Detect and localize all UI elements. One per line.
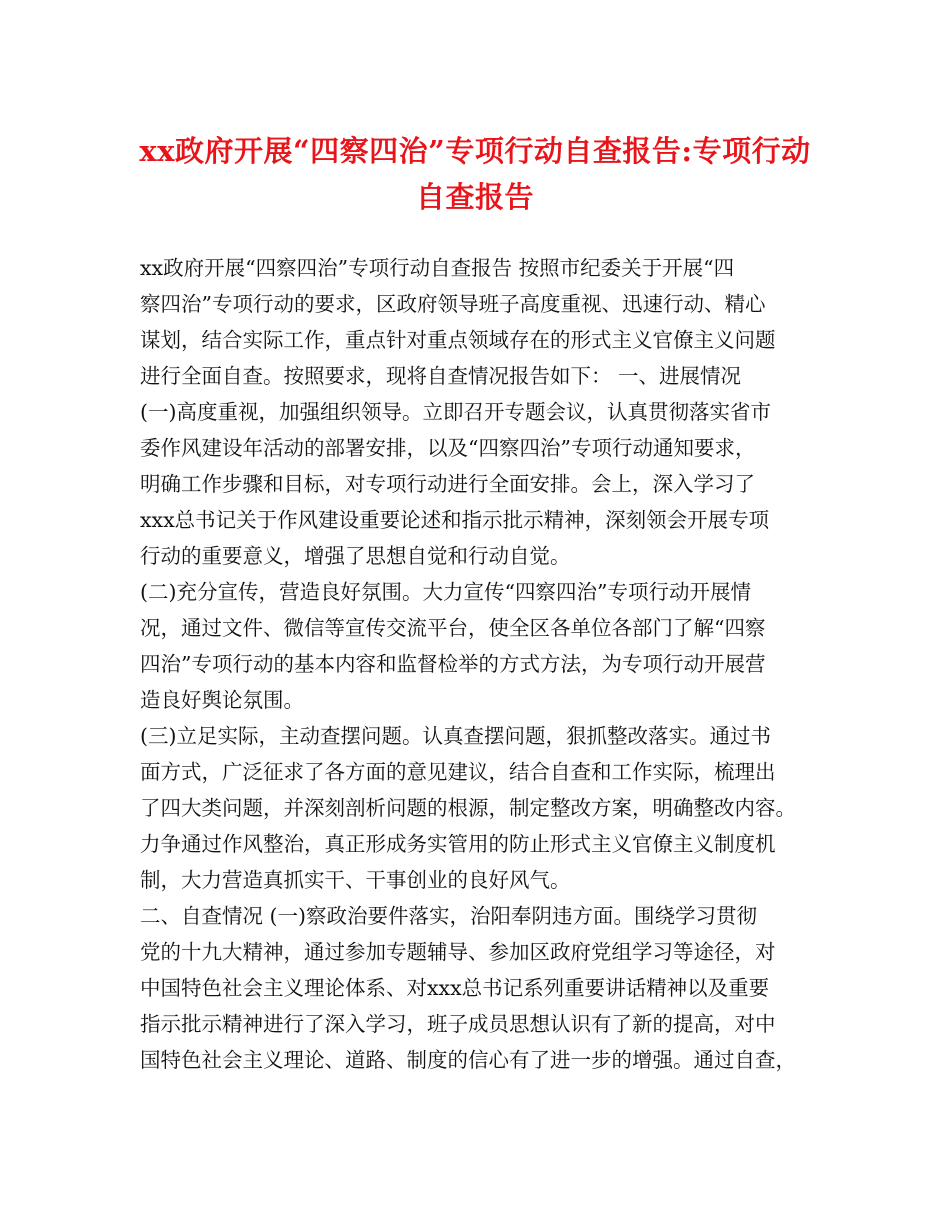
body-line: (一)高度重视，加强组织领导。立即召开专题会议，认真贯彻落实省市	[140, 400, 771, 424]
body-line: 谋划，结合实际工作，重点针对重点领域存在的形式主义官僚主义问题	[140, 328, 776, 352]
body-line: 了四大类问题，并深刻剖析问题的根源，制定整改方案，明确整改内容。	[140, 796, 796, 820]
body-line: 况，通过文件、微信等宣传交流平台，使全区各单位各部门了解“四察	[140, 616, 766, 640]
body-line: 二、自查情况 (一)察政治要件落实，治阳奉阴违方面。围绕学习贯彻	[140, 904, 758, 928]
body-line: (三)立足实际，主动查摆问题。认真查摆问题，狠抓整改落实。通过书	[140, 724, 771, 748]
body-line: 四治”专项行动的基本内容和监督检举的方式方法，为专项行动开展营	[140, 652, 766, 676]
body-line: 行动的重要意义，增强了思想自觉和行动自觉。	[140, 544, 571, 568]
body-line: 面方式，广泛征求了各方面的意见建议，结合自查和工作实际，梳理出	[140, 760, 776, 784]
body-line: xxx总书记关于作风建设重要论述和指示批示精神，深刻领会开展专项	[140, 508, 770, 532]
document-title	[120, 128, 830, 220]
body-line: 制，大力营造真抓实干、干事创业的良好风气。	[140, 868, 571, 892]
body-line: 察四治”专项行动的要求，区政府领导班子高度重视、迅速行动、精心	[140, 292, 766, 316]
body-line: 中国特色社会主义理论体系、对xxx总书记系列重要讲话精神以及重要	[140, 976, 770, 1000]
body-line: 力争通过作风整治，真正形成务实管用的防止形式主义官僚主义制度机	[140, 832, 776, 856]
body-line: 明确工作步骤和目标，对专项行动进行全面安排。会上，深入学习了	[140, 472, 755, 496]
title-line: xx政府开展“四察四治”专项行动自查报告:专项行动	[139, 134, 811, 168]
body-line: 进行全面自查。按照要求，现将自查情况报告如下： 一、进展情况	[140, 364, 742, 388]
body-line: 国特色社会主义理论、道路、制度的信心有了进一步的增强。通过自查，	[140, 1048, 796, 1072]
body-line: xx政府开展“四察四治”专项行动自查报告 按照市纪委关于开展“四	[140, 256, 735, 280]
body-line: 指示批示精神进行了深入学习，班子成员思想认识有了新的提高，对中	[140, 1012, 776, 1036]
body-line: 造良好舆论氛围。	[140, 688, 304, 712]
body-line: 党的十九大精神，通过参加专题辅导、参加区政府党组学习等途径，对	[140, 940, 776, 964]
document-body	[140, 250, 830, 1078]
title-line: 自查报告	[415, 180, 534, 214]
body-line: (二)充分宣传，营造良好氛围。大力宣传“四察四治”专项行动开展情	[140, 580, 751, 604]
body-line: 委作风建设年活动的部署安排，以及“四察四治”专项行动通知要求，	[140, 436, 756, 460]
